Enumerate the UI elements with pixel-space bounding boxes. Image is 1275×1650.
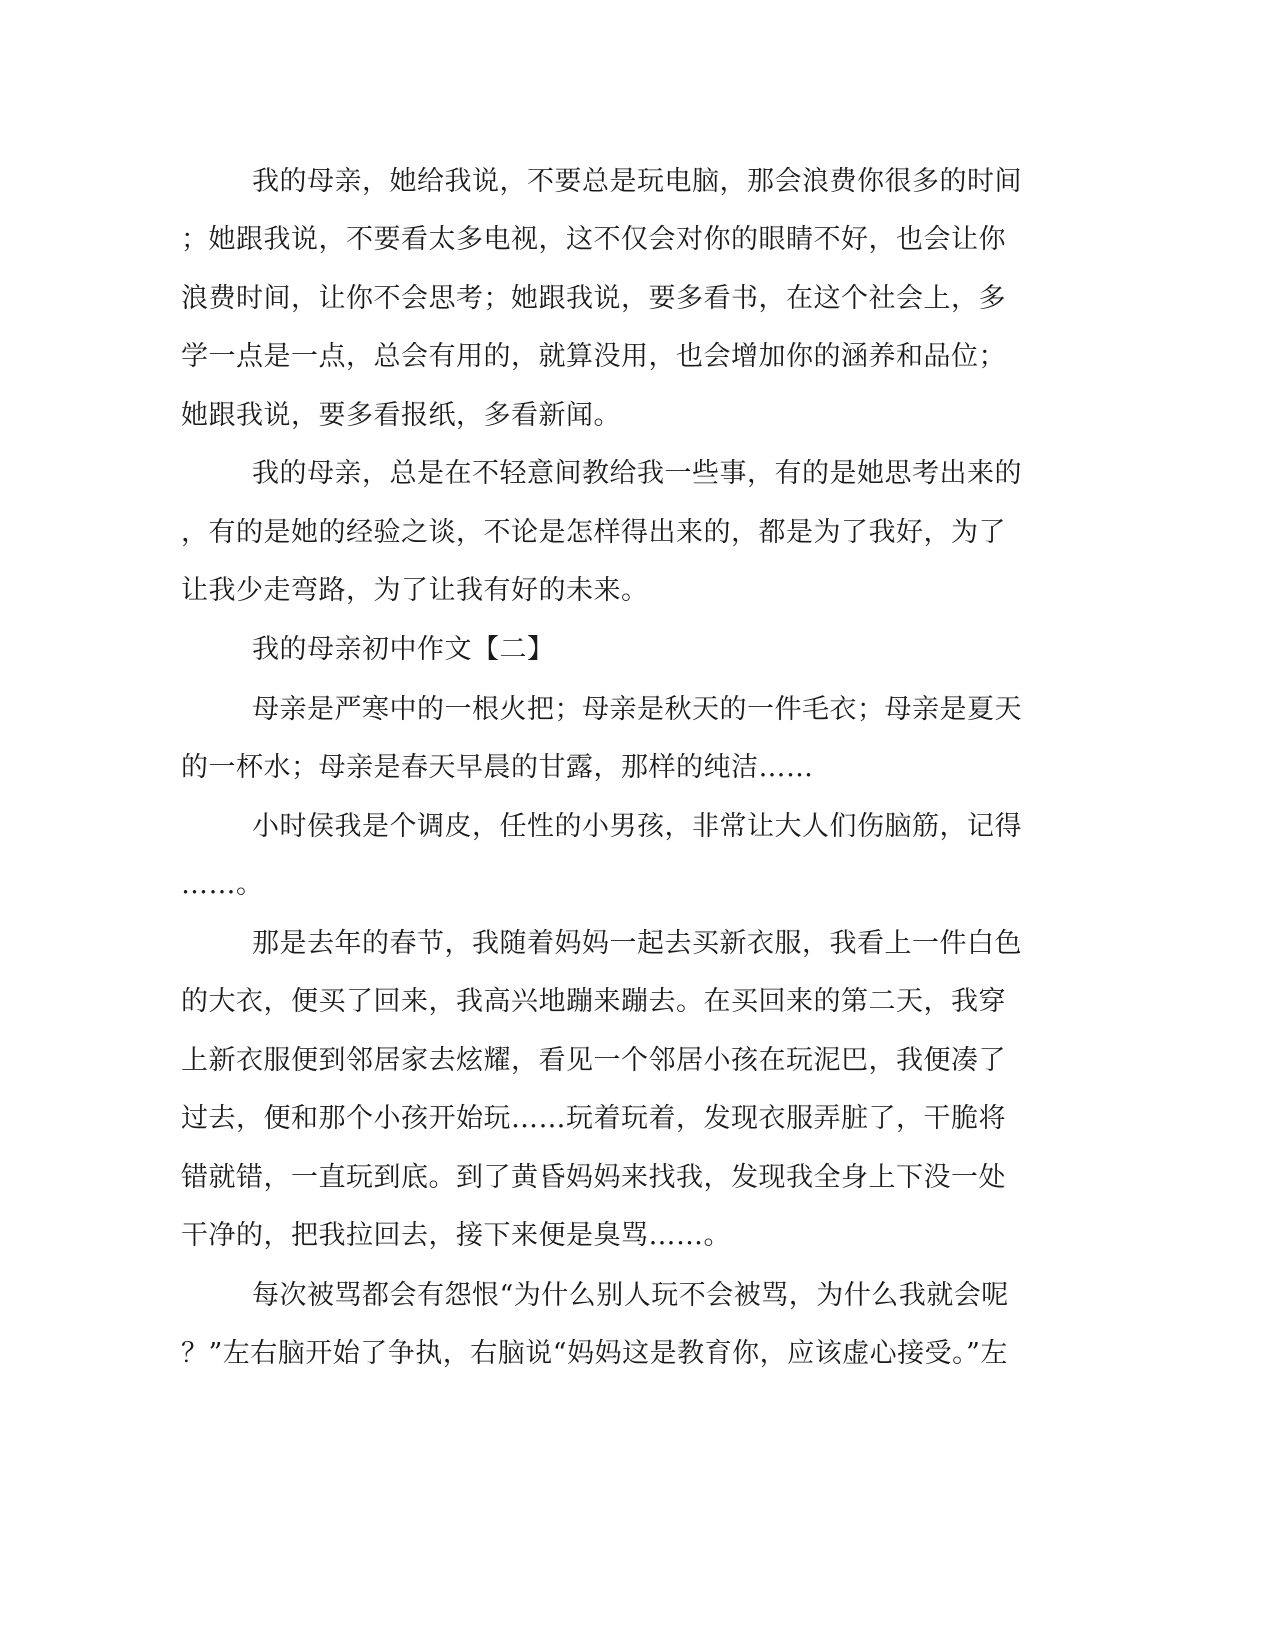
- text-line: 过去，便和那个小孩开始玩……玩着玩着，发现衣服弄脏了，干脆将: [181, 1103, 1006, 1134]
- text-line: 的大衣，便买了回来，我高兴地蹦来蹦去。在买回来的第二天，我穿: [181, 986, 1006, 1017]
- text-line: ？”左右脑开始了争执，右脑说“妈妈这是教育你，应该虚心接受。”左: [181, 1338, 1008, 1369]
- text-line: 她跟我说，要多看报纸，多看新闻。: [181, 400, 621, 431]
- text-line: ；她跟我说，不要看太多电视，这不仅会对你的眼睛不好，也会让你: [181, 224, 1006, 255]
- text-line: 上新衣服便到邻居家去炫耀，看见一个邻居小孩在玩泥巴，我便凑了: [181, 1045, 1006, 1076]
- text-line: 浪费时间，让你不会思考；她跟我说，要多看书，在这个社会上，多: [181, 283, 1006, 314]
- text-line: 让我少走弯路，为了让我有好的未来。: [181, 575, 649, 606]
- text-line: 的一杯水；母亲是春天早晨的甘露，那样的纯洁……: [181, 752, 814, 783]
- section-heading: 我的母亲初中作文【二】: [252, 634, 555, 665]
- text-line: 每次被骂都会有怨恨“为什么别人玩不会被骂，为什么我就会呢: [252, 1280, 1009, 1311]
- text-line: 错就错，一直玩到底。到了黄昏妈妈来找我，发现我全身上下没一处: [181, 1162, 1006, 1193]
- text-line: 那是去年的春节，我随着妈妈一起去买新衣服，我看上一件白色: [252, 928, 1022, 959]
- text-line: 我的母亲，总是在不轻意间教给我一些事，有的是她思考出来的: [252, 458, 1022, 489]
- text-line: ，有的是她的经验之谈，不论是怎样得出来的，都是为了我好，为了: [181, 517, 1006, 548]
- text-line: 学一点是一点，总会有用的，就算没用，也会增加你的涵养和品位；: [181, 341, 1006, 372]
- text-line: 我的母亲，她给我说，不要总是玩电脑，那会浪费你很多的时间: [252, 166, 1022, 197]
- text-line: 小时侯我是个调皮，任性的小男孩，非常让大人们伤脑筋，记得: [252, 811, 1022, 842]
- text-line: 母亲是严寒中的一根火把；母亲是秋天的一件毛衣；母亲是夏天: [252, 694, 1022, 725]
- text-line: 干净的，把我拉回去，接下来便是臭骂……。: [181, 1220, 731, 1251]
- text-line: ……。: [181, 869, 264, 900]
